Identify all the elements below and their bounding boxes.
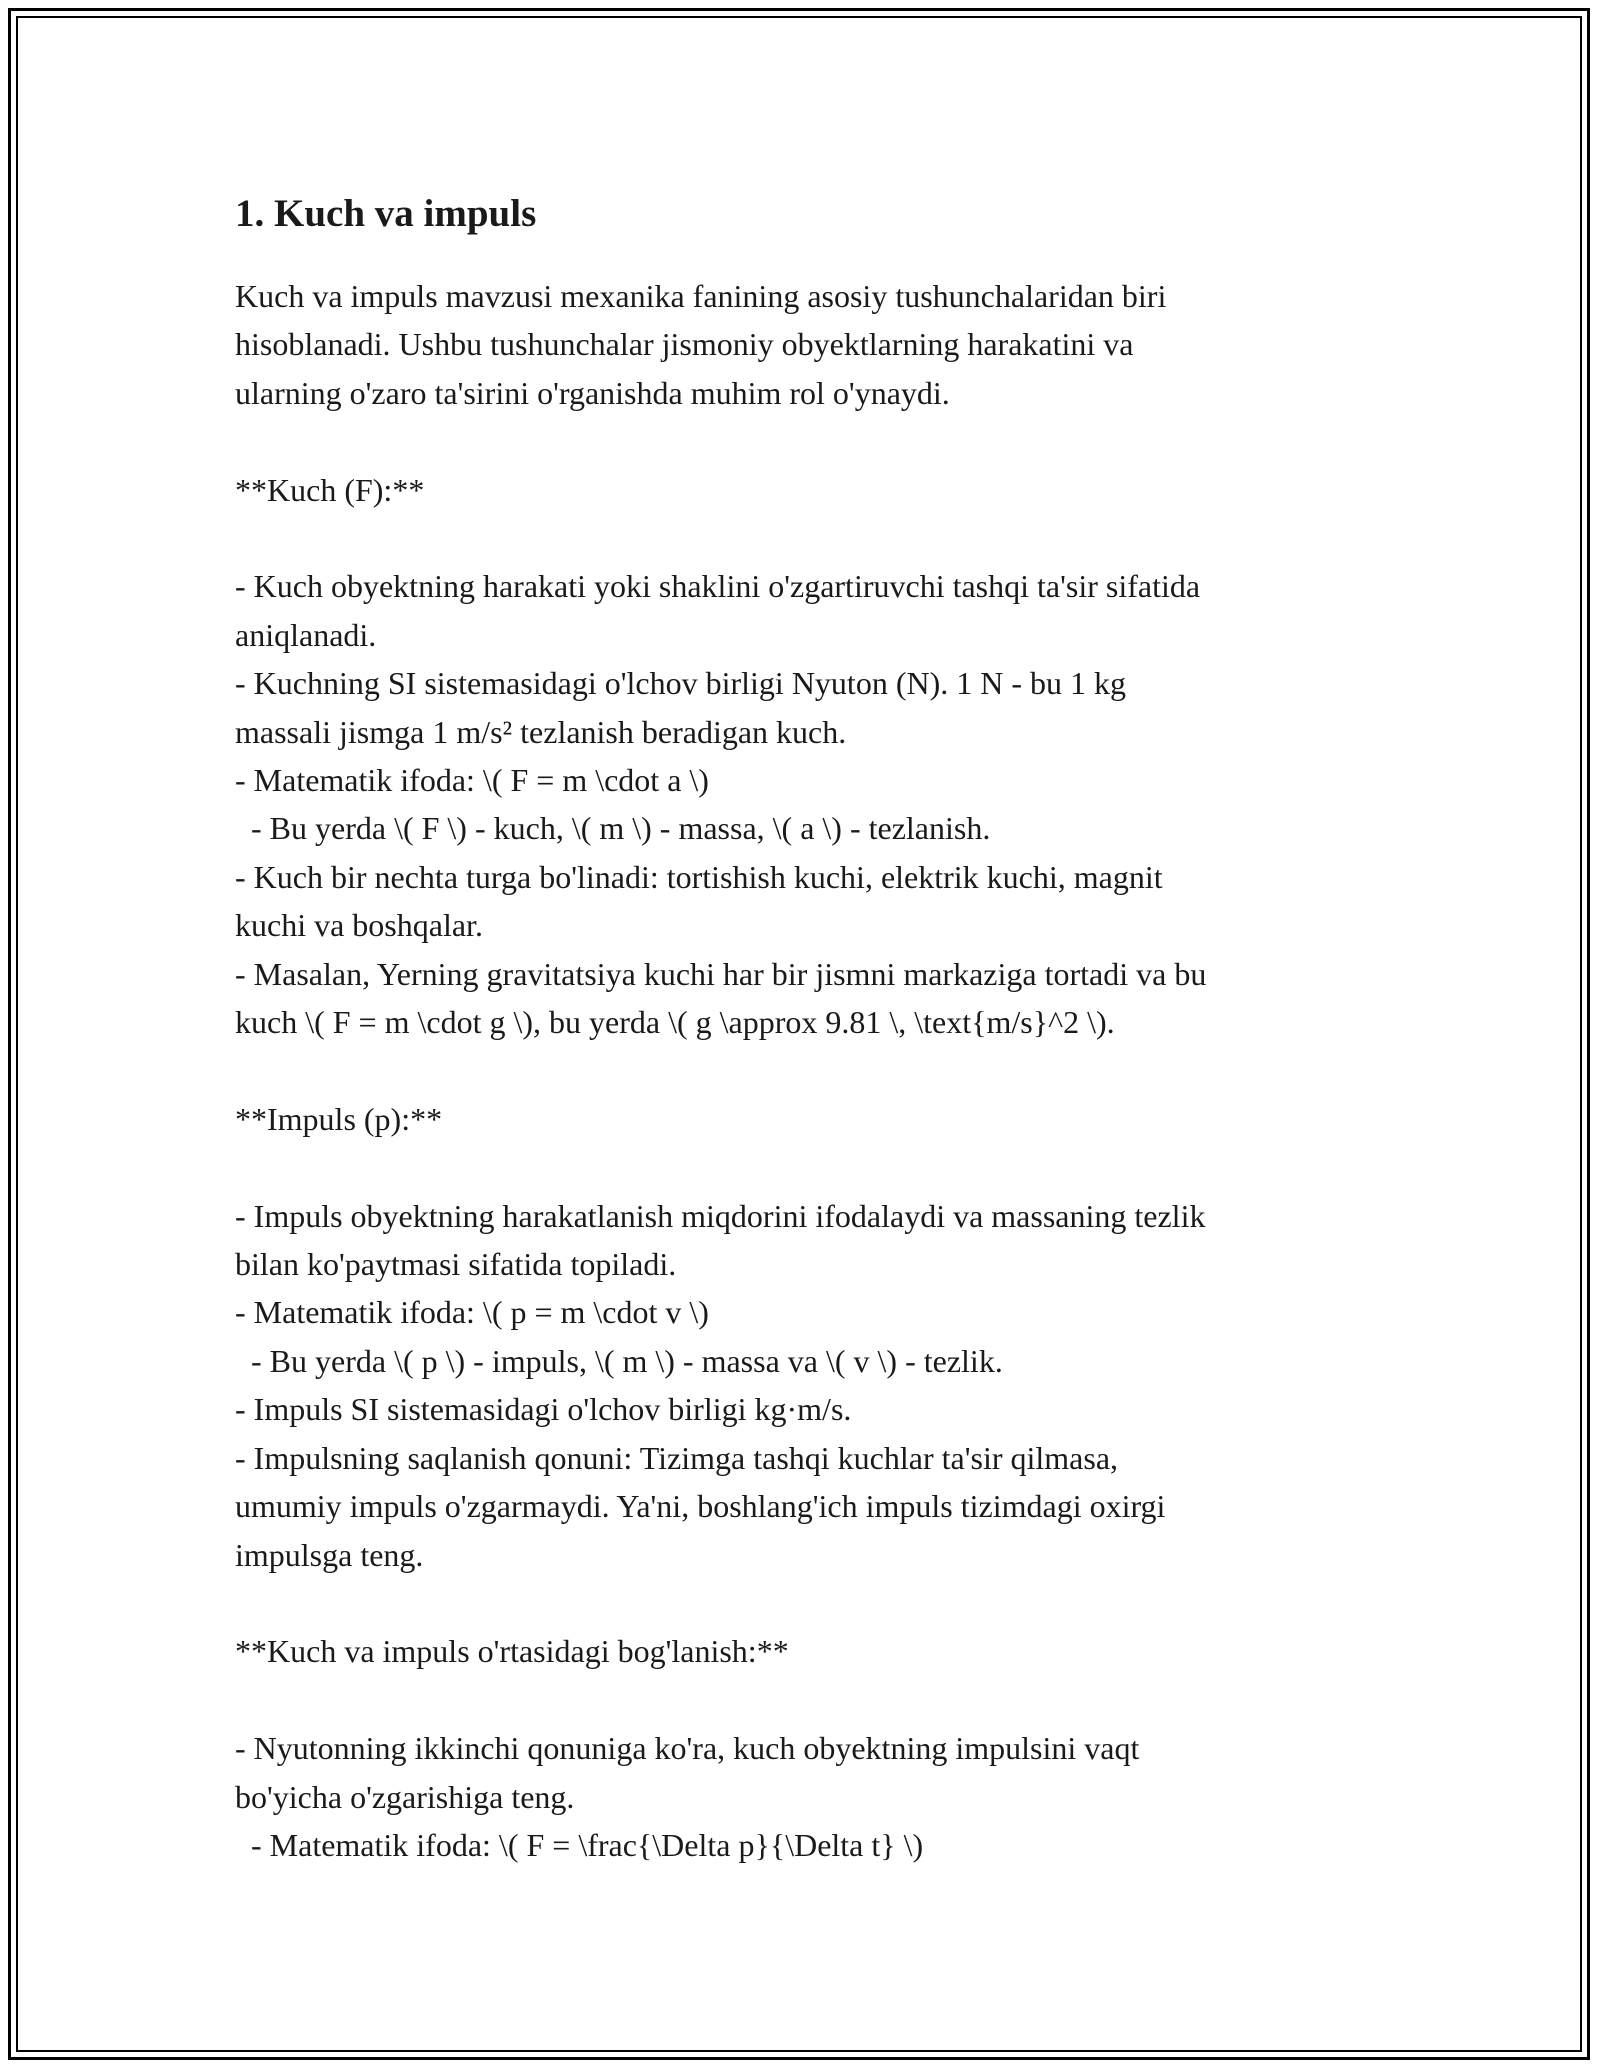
text-line: massali jismga 1 m/s² tezlanish beradigan kuch.	[235, 713, 847, 750]
text-line: bilan ko'paytmasi sifatida topiladi.	[235, 1246, 677, 1283]
text-line: - Matematik ifoda: \( p = m \cdot v \)	[235, 1294, 709, 1331]
text-line: - Bu yerda \( p \) - impuls, \( m \) - massa va \( v \) - tezlik.	[235, 1342, 1003, 1379]
blank-line	[235, 1579, 1375, 1627]
text-line: - Matematik ifoda: \( F = m \cdot a \)	[235, 762, 709, 799]
text-line: - Kuchning SI sistemasidagi o'lchov birligi Nyuton (N). 1 N - bu 1 kg	[235, 665, 1126, 702]
text-line: **Kuch va impuls o'rtasidagi bog'lanish:**	[235, 1633, 789, 1670]
blank-line	[235, 514, 1375, 562]
text-line: kuchi va boshqalar.	[235, 907, 483, 944]
text-line: **Kuch (F):**	[235, 471, 425, 508]
blank-line	[235, 417, 1375, 465]
blank-line	[235, 1676, 1375, 1724]
text-line: hisoblanadi. Ushbu tushunchalar jismoniy obyektlarning harakatini va	[235, 326, 1134, 363]
text-line: ularning o'zaro ta'sirini o'rganishda muhim rol o'ynaydi.	[235, 374, 950, 411]
text-line: - Impuls obyektning harakatlanish miqdorini ifodalaydi va massaning tezlik	[235, 1197, 1206, 1234]
text-line: bo'yicha o'zgarishiga teng.	[235, 1778, 575, 1815]
section-heading: 1. Kuch va impuls	[235, 192, 537, 235]
text-line: - Impuls SI sistemasidagi o'lchov birligi kg·m/s.	[235, 1391, 852, 1428]
text-line: - Bu yerda \( F \) - kuch, \( m \) - massa, \( a \) - tezlanish.	[235, 810, 991, 847]
text-line: - Kuch bir nechta turga bo'linadi: tortishish kuchi, elektrik kuchi, magnit	[235, 858, 1163, 895]
text-line: - Masalan, Yerning gravitatsiya kuchi har bir jismni markaziga tortadi va bu	[235, 955, 1207, 992]
blank-line	[235, 1143, 1375, 1191]
text-line: kuch \( F = m \cdot g \), bu yerda \( g \approx 9.81 \, \text{m/s}^2 \).	[235, 1004, 1115, 1041]
text-line: - Impulsning saqlanish qonuni: Tizimga tashqi kuchlar ta'sir qilmasa,	[235, 1439, 1119, 1476]
document-body	[235, 186, 1375, 1869]
blank-line	[235, 1046, 1375, 1094]
text-line: - Kuch obyektning harakati yoki shaklini o'zgartiruvchi tashqi ta'sir sifatida	[235, 568, 1201, 605]
text-line: - Matematik ifoda: \( F = \frac{\Delta p}{\Delta t} \)	[235, 1826, 924, 1863]
text-line: - Nyutonning ikkinchi qonuniga ko'ra, kuch obyektning impulsini vaqt	[235, 1730, 1140, 1767]
text-line: aniqlanadi.	[235, 616, 377, 653]
text-line: Kuch va impuls mavzusi mexanika fanining asosiy tushunchalaridan biri	[235, 278, 1167, 314]
text-line: umumiy impuls o'zgarmaydi. Ya'ni, boshlang'ich impuls tizimdagi oxirgi	[235, 1488, 1166, 1525]
text-line: impulsga teng.	[235, 1536, 424, 1573]
text-block	[235, 272, 1375, 1869]
text-line: **Impuls (p):**	[235, 1100, 443, 1137]
